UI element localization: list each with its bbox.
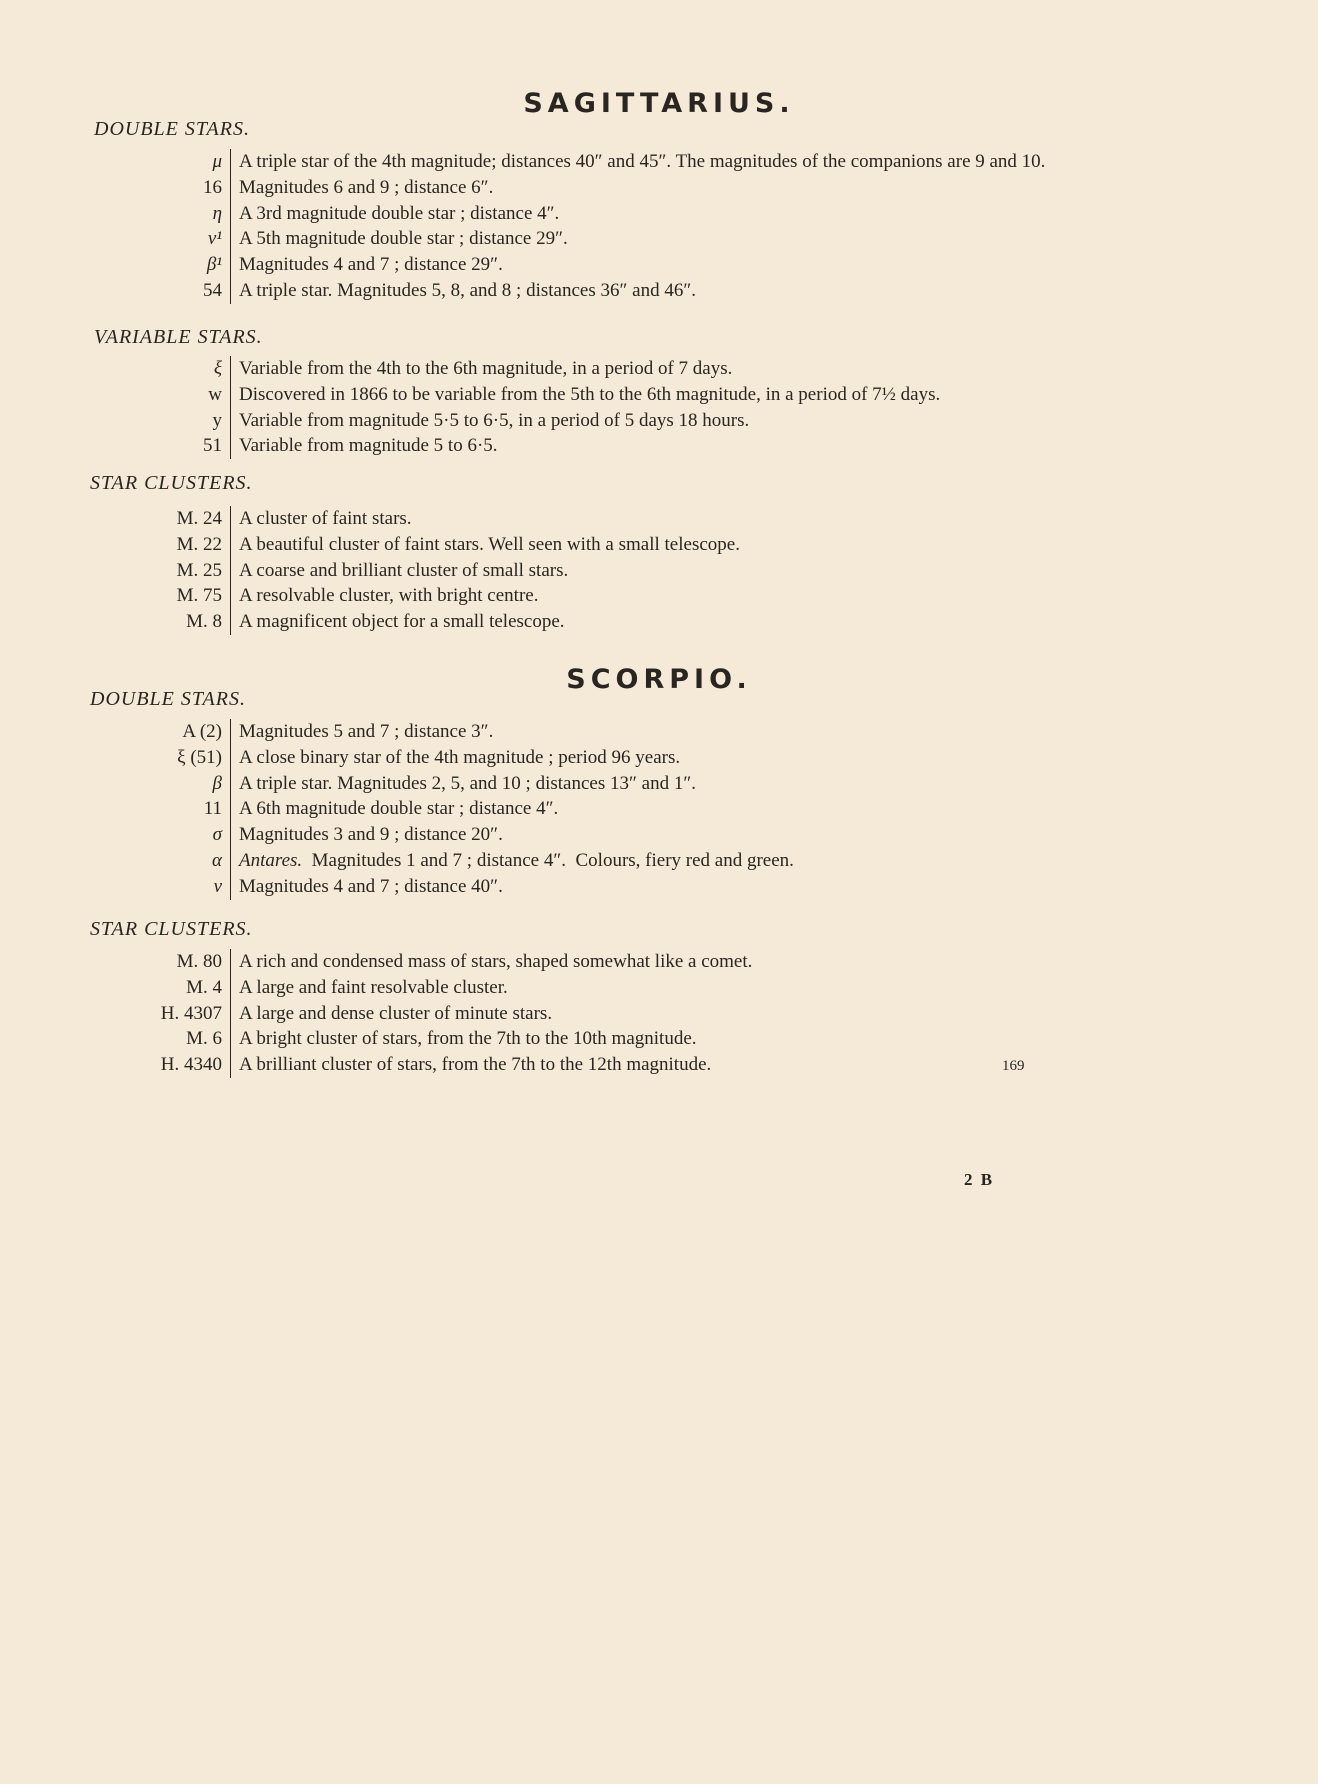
star-ref: y [100, 408, 231, 434]
star-desc: A triple star. Magnitudes 2, 5, and 10 ; distances 13″ and 1″. [239, 772, 696, 794]
table-row [100, 796, 794, 822]
star-desc: Magnitudes 5 and 7 ; distance 3″. [239, 721, 494, 742]
star-desc: A triple star. Magnitudes 5, 8, and 8 ; distances 36″ and 46″. [239, 279, 696, 301]
table-row [100, 745, 794, 771]
table-row [100, 719, 794, 745]
cluster-desc: A large and dense cluster of minute stars. [239, 1002, 553, 1024]
scorpio-double-stars-table [100, 719, 794, 900]
table-row [100, 874, 794, 900]
star-ref: η [100, 201, 231, 227]
star-desc: A 3rd magnitude double star ; distance 4″. [239, 202, 560, 224]
table-row [100, 1052, 752, 1078]
star-ref: β¹ [100, 252, 231, 278]
table-row [100, 201, 1045, 227]
cluster-ref: M. 80 [100, 949, 231, 975]
table-row [100, 252, 1045, 278]
scorpio-star-clusters-heading: STAR CLUSTERS. [90, 918, 253, 940]
table-row [100, 356, 940, 382]
table-row [100, 771, 794, 797]
star-ref: ν¹ [100, 226, 231, 252]
scorpio-double-stars-heading: DOUBLE STARS. [90, 688, 246, 710]
sagittarius-title: SAGITTARIUS. [523, 88, 795, 119]
table-row [100, 583, 740, 609]
star-desc: Variable from the 4th to the 6th magnitude, in a period of 7 days. [239, 358, 733, 379]
table-row [100, 1001, 752, 1027]
table-row [100, 558, 740, 584]
table-row [100, 609, 740, 635]
sagittarius-variable-stars-table [100, 356, 940, 459]
cluster-desc: A large and faint resolvable cluster. [239, 976, 508, 998]
sagittarius-double-stars-heading: DOUBLE STARS. [94, 118, 250, 140]
sagittarius-variable-stars-heading: VARIABLE STARS. [94, 326, 263, 348]
star-ref: ν [100, 874, 231, 900]
star-ref: ξ (51) [100, 745, 231, 771]
table-row [100, 226, 1045, 252]
table-row [100, 433, 940, 459]
cluster-desc: A resolvable cluster, with bright centre. [239, 585, 539, 607]
star-ref: α [100, 848, 231, 874]
star-desc: A 5th magnitude double star ; distance 29″. [239, 228, 568, 250]
table-row [100, 848, 794, 874]
cluster-desc: A coarse and brilliant cluster of small stars. [239, 559, 569, 581]
star-desc: Magnitudes 4 and 7 ; distance 29″. [239, 254, 503, 276]
sagittarius-star-clusters-table [100, 506, 740, 635]
sagittarius-double-stars-table [100, 149, 1045, 304]
star-desc-text: Magnitudes 1 and 7 ; distance 4″. Colours, fiery red and green. [302, 849, 794, 871]
cluster-desc: A brilliant cluster of stars, from the 7th to the 12th magnitude. [239, 1054, 712, 1076]
table-row [100, 175, 1045, 201]
cluster-desc: A magnificent object for a small telescope. [239, 611, 565, 633]
star-ref: w [100, 382, 231, 408]
cluster-desc: A beautiful cluster of faint stars. Well seen with a small telescope. [239, 533, 740, 555]
star-desc: Variable from magnitude 5 to 6·5. [239, 435, 498, 457]
star-desc: Variable from magnitude 5·5 to 6·5, in a period of 5 days 18 hours. [239, 409, 750, 431]
star-ref: 16 [100, 175, 231, 201]
star-ref: 54 [100, 278, 231, 304]
star-desc: Discovered in 1866 to be variable from the 5th to the 6th magnitude, in a period of 7½ days. [239, 383, 941, 405]
table-row [100, 278, 1045, 304]
star-desc: Magnitudes 4 and 7 ; distance 40″. [239, 875, 503, 897]
cluster-ref: M. 25 [100, 558, 231, 584]
table-row [100, 382, 940, 408]
star-ref: 51 [100, 433, 231, 459]
signature-mark: 2 B [964, 1170, 995, 1189]
star-ref: σ [100, 822, 231, 848]
cluster-ref: M. 75 [100, 583, 231, 609]
star-desc [231, 848, 794, 874]
sagittarius-star-clusters-heading: STAR CLUSTERS. [90, 472, 253, 494]
cluster-ref: M. 22 [100, 532, 231, 558]
cluster-ref: M. 6 [100, 1026, 231, 1052]
star-ref: A (2) [100, 719, 231, 745]
star-name: Antares. [239, 849, 303, 871]
table-row [100, 1026, 752, 1052]
table-row [100, 506, 740, 532]
cluster-desc: A bright cluster of stars, from the 7th to the 10th magnitude. [239, 1028, 697, 1050]
scorpio-star-clusters-table [100, 949, 752, 1078]
cluster-ref: M. 8 [100, 609, 231, 635]
cluster-desc: A cluster of faint stars. [239, 508, 412, 529]
table-row [100, 975, 752, 1001]
star-desc: A close binary star of the 4th magnitude ; period 96 years. [239, 746, 681, 768]
cluster-ref: H. 4307 [100, 1001, 231, 1027]
page-number: 169 [1002, 1058, 1025, 1074]
scorpio-title: SCORPIO. [566, 664, 752, 695]
cluster-ref: M. 24 [100, 506, 231, 532]
star-desc: A 6th magnitude double star ; distance 4″. [239, 798, 559, 820]
star-ref: μ [100, 149, 231, 175]
table-row [100, 149, 1045, 175]
cluster-ref: M. 4 [100, 975, 231, 1001]
star-desc: Magnitudes 6 and 9 ; distance 6″. [239, 176, 494, 198]
cluster-desc: A rich and condensed mass of stars, shaped somewhat like a comet. [239, 951, 753, 972]
star-ref: ξ [100, 356, 231, 382]
table-row [100, 822, 794, 848]
star-ref: β [100, 771, 231, 797]
cluster-ref: H. 4340 [100, 1052, 231, 1078]
star-desc: Magnitudes 3 and 9 ; distance 20″. [239, 824, 503, 846]
table-row [100, 532, 740, 558]
star-ref: 11 [100, 796, 231, 822]
table-row [100, 949, 752, 975]
star-desc: A triple star of the 4th magnitude; distances 40″ and 45″. The magnitudes of the companions are 9 and 10. [239, 151, 1046, 172]
table-row [100, 408, 940, 434]
